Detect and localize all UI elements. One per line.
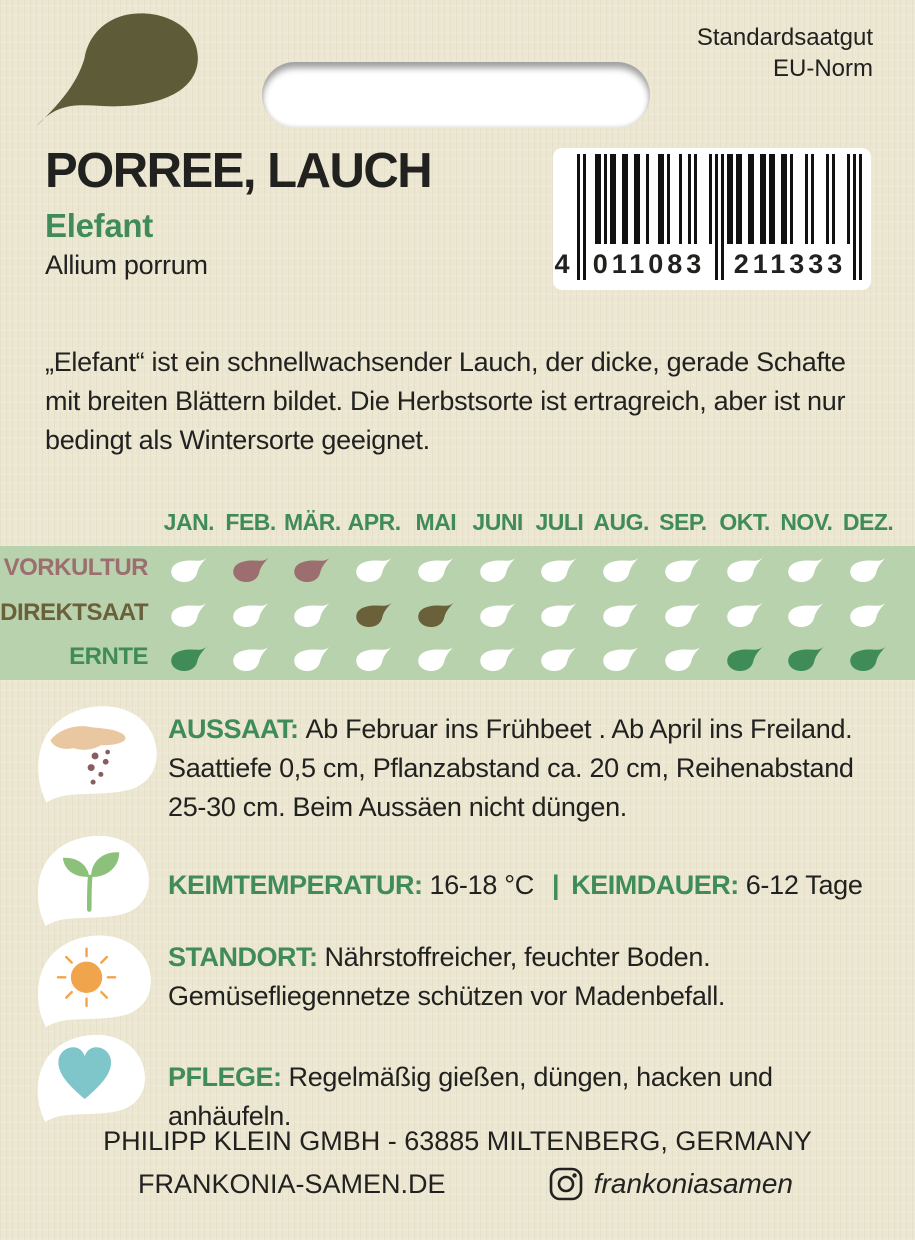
calendar-cell bbox=[529, 643, 591, 671]
calendar-cell bbox=[467, 599, 529, 627]
calendar-leaf-icon bbox=[599, 554, 643, 582]
calendar-cell bbox=[776, 554, 838, 582]
calendar-leaf-icon bbox=[599, 643, 643, 671]
calendar-cell bbox=[282, 599, 344, 627]
footer-links bbox=[138, 1166, 793, 1202]
calendar-leaf-icon bbox=[290, 643, 334, 671]
instagram-icon bbox=[548, 1166, 584, 1202]
section-label: STANDORT: bbox=[168, 942, 318, 972]
calendar-leaf-icon bbox=[661, 643, 705, 671]
barcode-digit-group: 4 bbox=[554, 249, 574, 279]
euro-hang-slot bbox=[262, 62, 650, 128]
manufacturer-line: PHILIPP KLEIN GMBH - 63885 MILTENBERG, GERMANY bbox=[103, 1126, 812, 1156]
section-aussaat bbox=[168, 710, 884, 827]
calendar-cell bbox=[405, 554, 467, 582]
calendar-leaf-icon bbox=[290, 554, 334, 582]
botanical-name: Allium porrum bbox=[45, 250, 208, 280]
sprout-icon bbox=[33, 828, 151, 933]
calendar-leaf-icon bbox=[537, 554, 581, 582]
product-description: „Elefant“ ist ein schnellwachsender Lauch, der dicke, gerade Schafte mit breiten Blättern bildet. Die Herbstsorte ist ertragreich, aber ist nur bedingt als Wintersorte geeignet. bbox=[45, 347, 846, 455]
calendar-cell bbox=[343, 643, 405, 671]
calendar-row bbox=[0, 546, 915, 591]
calendar-leaf-icon bbox=[599, 599, 643, 627]
calendar-cell bbox=[529, 599, 591, 627]
calendar-leaf-icon bbox=[414, 643, 458, 671]
section-label: AUSSAAT: bbox=[168, 714, 299, 744]
calendar-cell bbox=[343, 599, 405, 627]
calendar-leaf-icon bbox=[846, 599, 890, 627]
calendar-cell bbox=[590, 599, 652, 627]
calendar-leaf-icon bbox=[661, 554, 705, 582]
month-label: JULI bbox=[535, 509, 584, 535]
calendar-leaf-icon bbox=[476, 554, 520, 582]
calendar-leaf-icon bbox=[537, 599, 581, 627]
calendar-cell bbox=[590, 643, 652, 671]
section-text: Nährstoffreicher, feuchter Boden. Gemüsefliegennetze schützen vor Madenbefall. bbox=[168, 942, 726, 1012]
calendar-leaf-icon bbox=[784, 554, 828, 582]
calendar-leaf-icon bbox=[352, 599, 396, 627]
calendar-cell bbox=[282, 554, 344, 582]
calendar-leaf-icon bbox=[661, 599, 705, 627]
calendar-leaf-icon bbox=[723, 599, 767, 627]
calendar-leaf-icon bbox=[537, 643, 581, 671]
instagram-handle: frankoniasamen bbox=[593, 1168, 793, 1199]
calendar-cell bbox=[467, 643, 529, 671]
section-label: KEIMDAUER: bbox=[571, 870, 739, 900]
month-label: SEP. bbox=[659, 509, 707, 535]
section-label: PFLEGE: bbox=[168, 1062, 282, 1092]
calendar-cell bbox=[343, 554, 405, 582]
month-label: NOV. bbox=[780, 509, 833, 535]
calendar-leaf-icon bbox=[476, 599, 520, 627]
calendar-row-label: ERNTE bbox=[69, 643, 148, 671]
calendar-cell bbox=[837, 599, 899, 627]
calendar-leaf-icon bbox=[229, 554, 273, 582]
calendar-leaf-icon bbox=[723, 554, 767, 582]
calendar-cell bbox=[652, 599, 714, 627]
section-value: 6-12 Tage bbox=[745, 870, 863, 900]
calendar-cell bbox=[529, 554, 591, 582]
calendar-cell bbox=[837, 643, 899, 671]
calendar-leaf-icon bbox=[167, 599, 211, 627]
calendar-leaf-icon bbox=[352, 643, 396, 671]
calendar-cell bbox=[776, 599, 838, 627]
calendar-leaf-icon bbox=[846, 643, 890, 671]
calendar-leaf-icon bbox=[229, 643, 273, 671]
sun-icon bbox=[33, 928, 153, 1034]
month-label: AUG. bbox=[593, 509, 649, 535]
calendar-row bbox=[0, 635, 915, 680]
calendar-leaf-icon bbox=[414, 599, 458, 627]
calendar-leaf-icon bbox=[476, 643, 520, 671]
month-label: OKT. bbox=[719, 509, 770, 535]
calendar-cell bbox=[590, 554, 652, 582]
calendar-row-label: DIREKTSAAT bbox=[0, 598, 148, 626]
calendar-cell bbox=[405, 599, 467, 627]
calendar-leaf-icon bbox=[784, 643, 828, 671]
calendar-cell bbox=[158, 643, 220, 671]
barcode-digit-group: 211333 bbox=[733, 249, 847, 279]
calendar-leaf-icon bbox=[414, 554, 458, 582]
calendar-leaf-icon bbox=[352, 554, 396, 582]
section-text: Regelmäßig gießen, düngen, hacken und anhäufeln. bbox=[168, 1062, 773, 1132]
calendar-cell bbox=[714, 554, 776, 582]
barcode-digit-group: 011083 bbox=[592, 249, 706, 279]
product-title: PORREE, LAUCH bbox=[45, 144, 432, 198]
calendar-cell bbox=[158, 599, 220, 627]
calendar-cell bbox=[714, 599, 776, 627]
website-text: FRANKONIA-SAMEN.DE bbox=[138, 1168, 446, 1199]
calendar-leaf-icon bbox=[784, 599, 828, 627]
calendar-leaf-icon bbox=[723, 643, 767, 671]
calendar-cell bbox=[652, 554, 714, 582]
month-label: DEZ. bbox=[842, 509, 894, 535]
calendar-row-label: VORKULTUR bbox=[3, 554, 148, 582]
section-text: Ab Februar ins Frühbeet . Ab April ins Freiland. Saattiefe 0,5 cm, Pflanzabstand ca. 20 cm, Reihenabstand 25-30 cm. Beim Aussäen nicht düngen. bbox=[168, 714, 854, 823]
month-label: FEB. bbox=[225, 509, 276, 535]
brand-leaf-logo-icon bbox=[32, 6, 210, 142]
month-label: MAI bbox=[415, 509, 457, 535]
calendar-cell bbox=[158, 554, 220, 582]
calendar-cell bbox=[220, 554, 282, 582]
certification-text bbox=[697, 22, 873, 84]
section-standort bbox=[168, 938, 884, 1016]
section-pflege bbox=[168, 1058, 884, 1136]
calendar-leaf-icon bbox=[167, 643, 211, 671]
calendar-cell bbox=[405, 643, 467, 671]
calendar-cell bbox=[467, 554, 529, 582]
calendar-month-row bbox=[0, 509, 915, 536]
calendar-row bbox=[0, 591, 915, 636]
calendar-cell bbox=[776, 643, 838, 671]
hand-sowing-icon bbox=[33, 698, 159, 810]
separator: | bbox=[551, 870, 560, 900]
certification-line1: Standardsaatgut bbox=[696, 24, 873, 51]
calendar-cell bbox=[220, 599, 282, 627]
month-label: MÄR. bbox=[283, 509, 341, 535]
calendar-cell bbox=[837, 554, 899, 582]
calendar-leaf-icon bbox=[290, 599, 334, 627]
calendar-cell bbox=[652, 643, 714, 671]
calendar-cell bbox=[282, 643, 344, 671]
calendar-cell bbox=[220, 643, 282, 671]
month-label: JUNI bbox=[472, 509, 523, 535]
calendar-leaf-icon bbox=[167, 554, 211, 582]
calendar-band bbox=[0, 546, 915, 680]
calendar-cell bbox=[714, 643, 776, 671]
variety-name: Elefant bbox=[45, 207, 153, 244]
calendar-leaf-icon bbox=[846, 554, 890, 582]
month-label: JAN. bbox=[163, 509, 215, 535]
section-value: 16-18 °C bbox=[429, 870, 534, 900]
section-label: KEIMTEMPERATUR: bbox=[168, 870, 423, 900]
instagram-block bbox=[548, 1166, 793, 1202]
certification-line2: EU-Norm bbox=[773, 55, 873, 83]
section-keimung bbox=[168, 866, 884, 905]
calendar-leaf-icon bbox=[229, 599, 273, 627]
barcode bbox=[553, 148, 871, 290]
heart-icon bbox=[33, 1028, 147, 1128]
month-label: APR. bbox=[347, 509, 401, 535]
